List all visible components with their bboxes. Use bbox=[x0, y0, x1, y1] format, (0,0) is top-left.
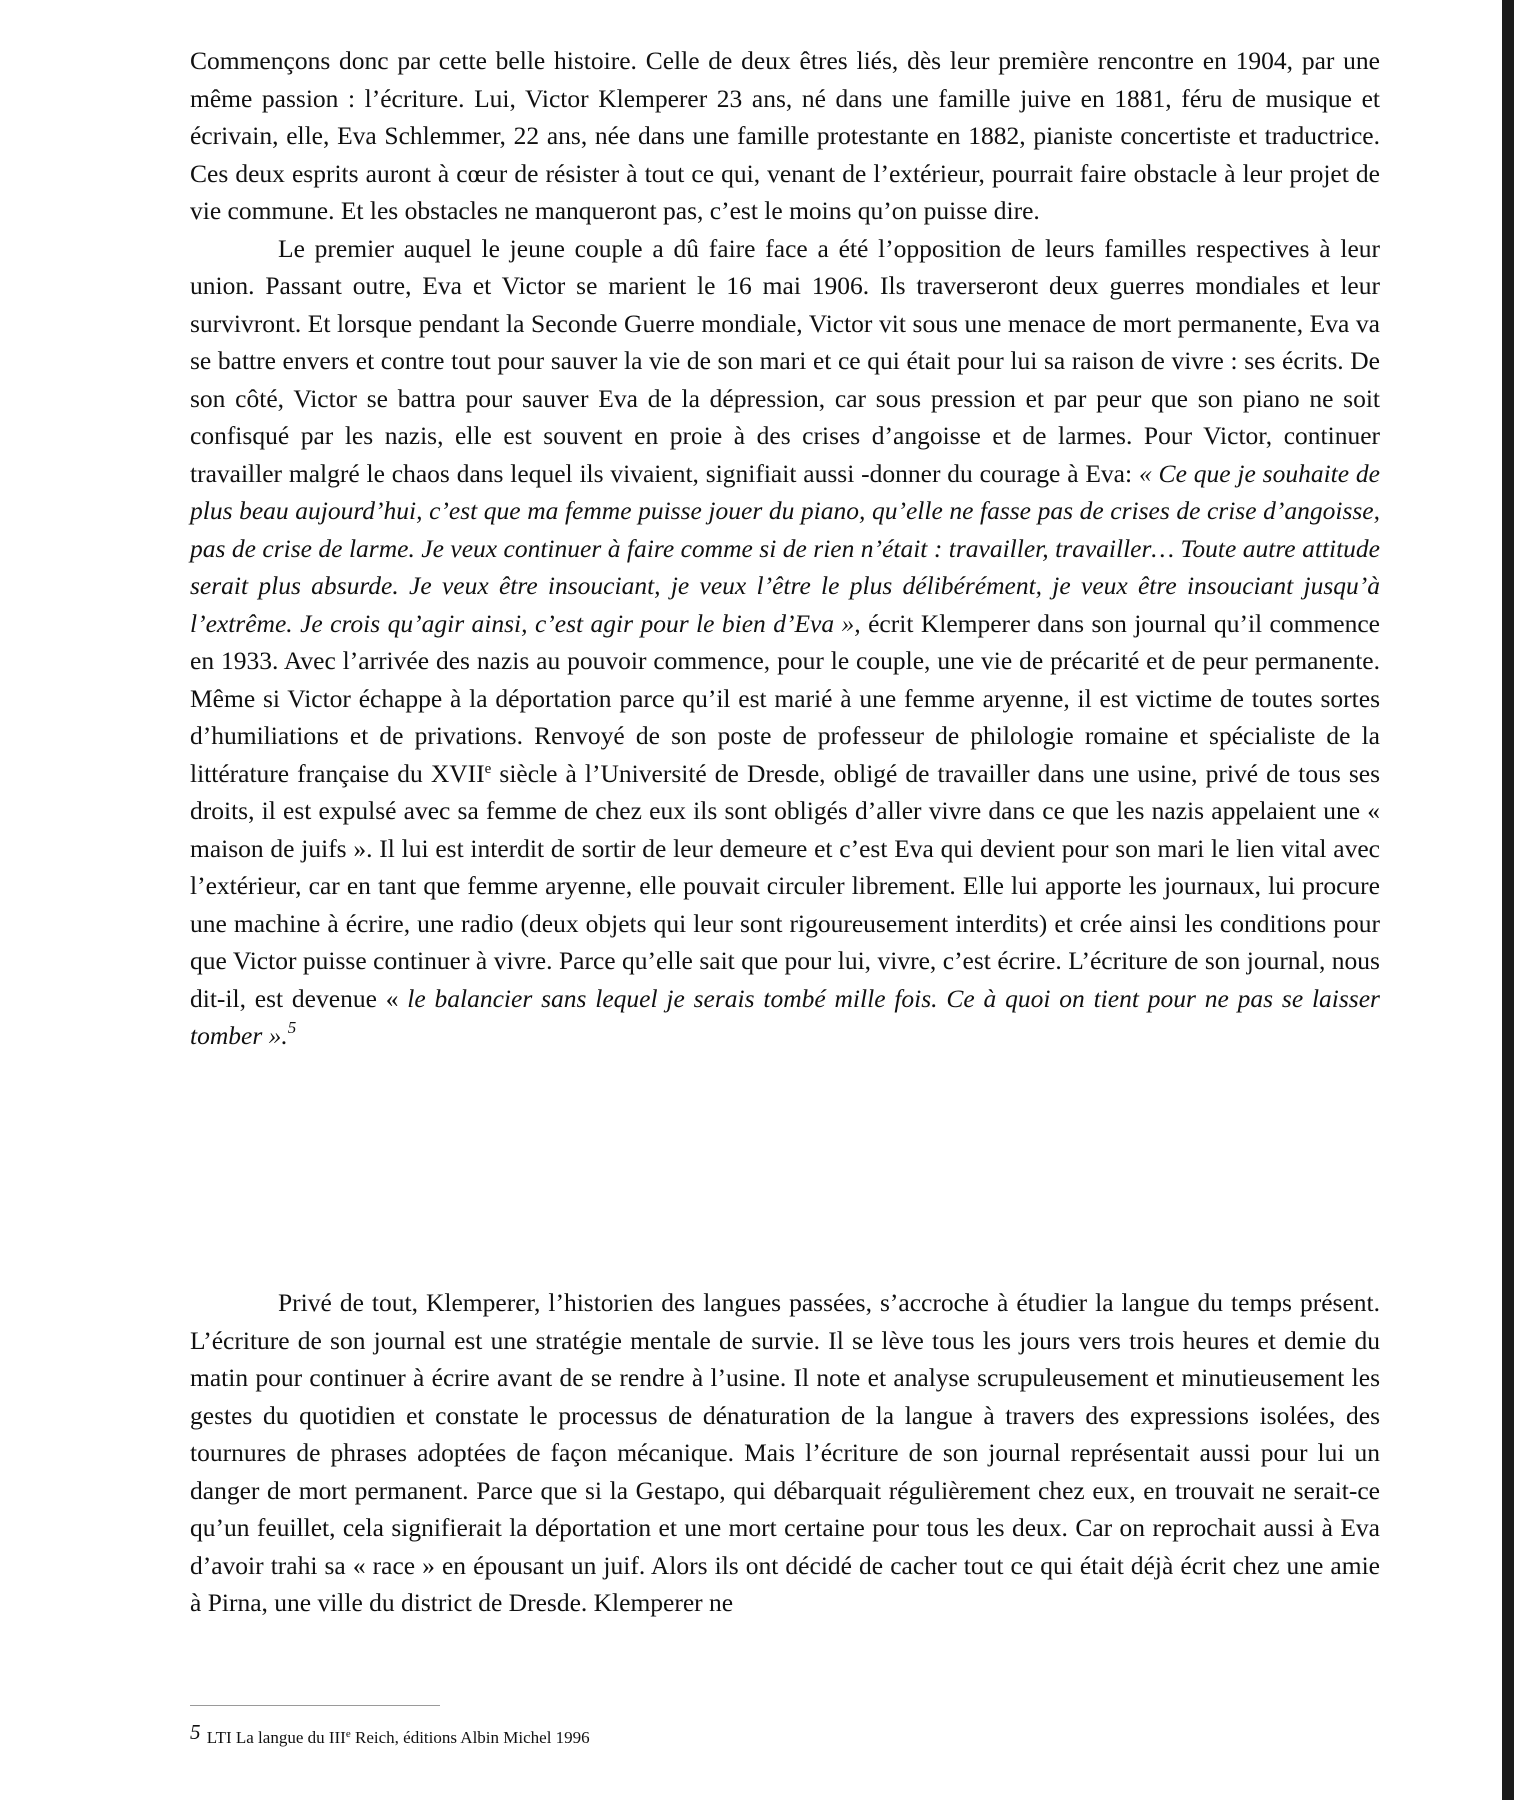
quote-balancier: le balancier sans lequel je serais tombé mille fois. Ce à quoi on tient pour ne pas se laisser tomber ». bbox=[190, 983, 1380, 1050]
footnote-reference[interactable]: 5 bbox=[287, 1018, 297, 1037]
quote-journal: « Ce que je souhaite de plus beau aujourd’hui, c’est que ma femme puisse jouer du piano, qu’elle ne fasse pas de crises de crise d’angoisse, pas de crise de larme. Je veux continuer à faire comme si de rien n’était : travailler, travailler… Toute autre attitude serait plus absurde. Je veux être insouciant, je veux l’être le plus délibérément, je veux être insouciant jusqu’à l’extrême. Je crois qu’agir ainsi, c’est agir pour le bien d’Eva », bbox=[190, 458, 1380, 638]
footnote-number: 5 bbox=[190, 1720, 201, 1744]
paragraph-couple-text-2: écrit Klemperer dans son journal qu’il commence en 1933. Avec l’arrivée des nazis au pouvoir commence, pour le couple, une vie de précarité et de peur permanente. Même si Victor échappe à la déportation parce qu’il est marié à une femme aryenne, il est victime de toutes sortes d’humiliations et de privations. Renvoyé de son poste de professeur de philologie romaine et spécialiste de la littérature française du XVII bbox=[190, 608, 1380, 788]
paragraph-couple-text-1: Le premier auquel le jeune couple a dû faire face a été l’opposition de leurs familles respectives à leur union. Passant outre, Eva et Victor se marient le 16 mai 1906. Ils traverseront deux guerres mondiales et leur survivront. Et lorsque pendant la Seconde Guerre mondiale, Victor vit sous une menace de mort permanente, Eva va se battre envers et contre tout pour sauver la vie de son mari et ce qui était pour lui sa raison de vivre : ses écrits. De son côté, Victor se battra pour sauver Eva de la dépression, car sous pression et par peur que son piano ne soit confisqué par les nazis, elle est souvent en proie à des crises d’angoisse et de larmes. Pour Victor, continuer travailler malgré le chaos dans lequel ils vivaient, signifiait aussi -donner du courage à Eva: bbox=[190, 233, 1380, 488]
footnote-separator bbox=[190, 1705, 440, 1706]
paragraph-survival: Privé de tout, Klemperer, l’historien des langues passées, s’accroche à étudier la langue du temps présent. L’écriture de son journal est une stratégie mentale de survie. Il se lève tous les jours vers trois heures et demie du matin pour continuer à écrire avant de se rendre à l’usine. Il note et analyse scrupuleusement et minutieusement les gestes du quotidien et constate le processus de dénaturation de la langue à travers des expressions isolées, des tournures de phrases adoptées de façon mécanique. Mais l’écriture de son journal représentait aussi pour lui un danger de mort permanent. Parce que si la Gestapo, qui débarquait régulièrement chez eux, en trouvait ne serait-ce qu’un feuillet, cela signifierait la déportation et une mort certaine pour tous les deux. Car on reprochait aussi à Eva d’avoir trahi sa « race » en épousant un juif. Alors ils ont décidé de cacher tout ce qui était déjà écrit chez une amie à Pirna, une ville du district de Dresde. Klemperer ne bbox=[190, 1288, 1380, 1617]
paragraph-couple-text-3: siècle à l’Université de Dresde, obligé de travailler dans une usine, privé de tous ses droits, il est expulsé avec sa femme de chez eux ils sont obligés d’aller vivre dans ce que les nazis appelaient une « maison de juifs ». Il lui est interdit de sortir de leur demeure et c’est Eva qui devient pour son mari le lien vital avec l’extérieur, car en tant que femme aryenne, elle pouvait circuler librement. Elle lui apporte les journaux, lui procure une machine à écrire, une radio (deux objets qui leur sont rigoureusement interdits) et crée ainsi les conditions pour que Victor puisse continuer à vivre. Parce qu’elle sait que pour lui, vivre, c’est écrire. L’écriture de son journal, nous dit-il, est devenue « bbox=[190, 758, 1380, 1013]
body-text-bottom bbox=[190, 1284, 1380, 1622]
footnote-text-1: LTI La langue du III bbox=[206, 1728, 346, 1747]
body-text-top bbox=[190, 42, 1380, 1055]
paragraph-intro: Commençons donc par cette belle histoire. Celle de deux êtres liés, dès leur première rencontre en 1904, par une même passion : l’écriture. Lui, Victor Klemperer 23 ans, né dans une famille juive en 1881, féru de musique et écrivain, elle, Eva Schlemmer, 22 ans, née dans une famille protestante en 1882, pianiste concertiste et traductrice. Ces deux esprits auront à cœur de résister à tout ce qui, venant de l’extérieur, pourrait faire obstacle à leur projet de vie commune. Et les obstacles ne manqueront pas, c’est le moins qu’on puisse dire. bbox=[190, 46, 1380, 225]
footnote bbox=[190, 1720, 1290, 1749]
paragraph-couple bbox=[190, 230, 1380, 1055]
footnote-text-2: Reich, éditions Albin Michel 1996 bbox=[350, 1728, 590, 1747]
footnote-superscript: e bbox=[345, 1728, 351, 1740]
superscript-century: e bbox=[484, 760, 492, 777]
